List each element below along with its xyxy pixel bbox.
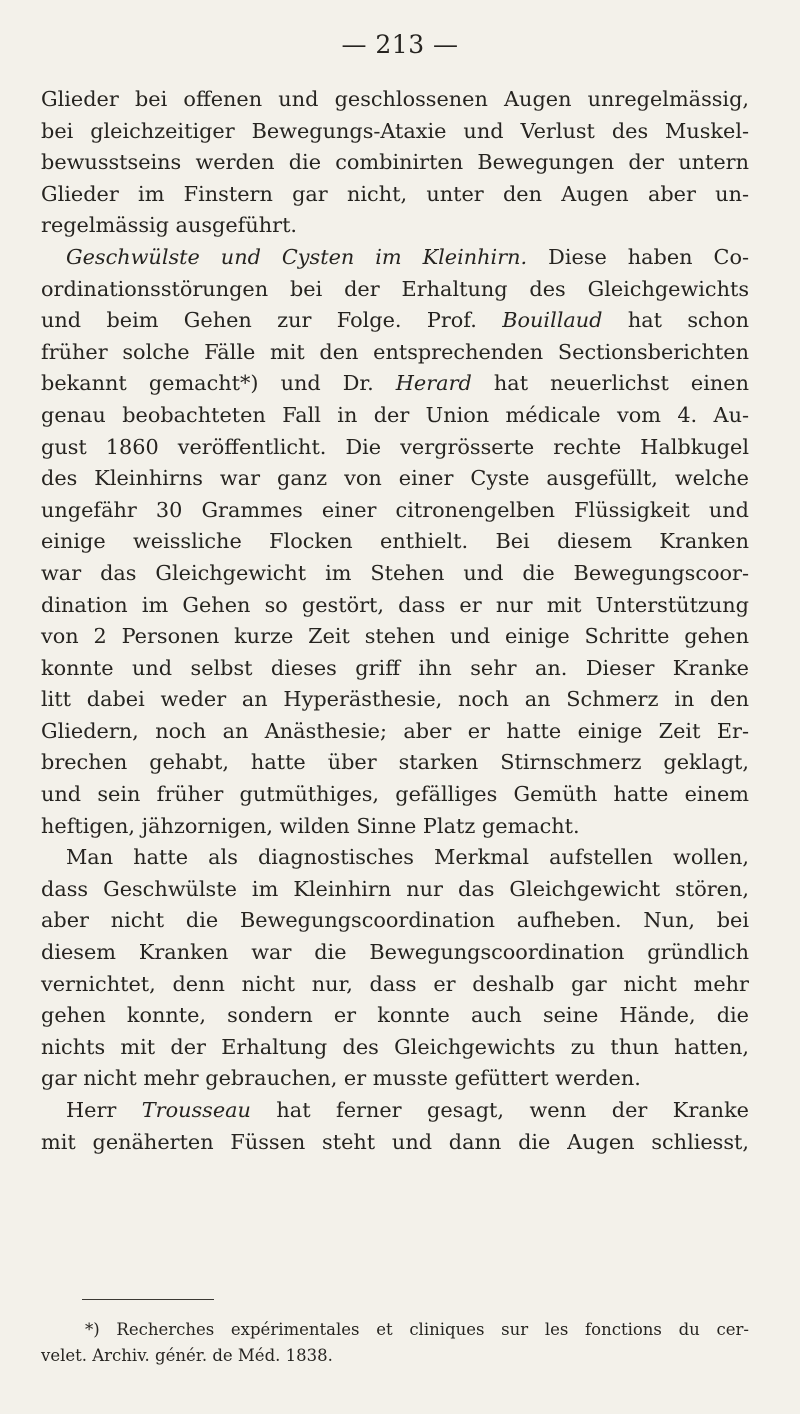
text-line: des Kleinhirns war ganz von einer Cyste ausgefüllt, welche [41, 466, 749, 491]
text-line: Gliedern, noch an Anästhesie; aber er hatte einige Zeit Er- [41, 718, 749, 743]
text-run: hat schon [602, 308, 749, 333]
text-line: und sein früher gutmüthiges, gefälliges Gemüth hatte einem [41, 782, 749, 807]
text-run: hat neuerlichst einen [471, 371, 749, 396]
text-line: dination im Gehen so gestört, dass er nur mit Unterstützung [41, 592, 749, 617]
text-line: nichts mit der Erhaltung des Gleichgewichts zu thun hatten, [41, 1034, 749, 1059]
text-line: ordinationsstörungen bei der Erhaltung des Gleichgewichts [41, 276, 749, 301]
text-run: Herr [66, 1098, 142, 1122]
text-line: genau beobachteten Fall in der Union médicale vom 4. Au- [41, 402, 749, 427]
text-line [41, 368, 749, 400]
italic-name: Herard [395, 371, 472, 396]
text-line: heftigen, jähzornigen, wilden Sinne Platz gemacht. [41, 813, 580, 838]
text-line: bei gleichzeitiger Bewegungs-Ataxie und Verlust des Muskel- [41, 118, 749, 143]
footnote-line: velet. Archiv. génér. de Méd. 1838. [41, 1346, 333, 1365]
text-line: dass Geschwülste im Kleinhirn nur das Gleichgewicht stören, [41, 876, 749, 901]
text-line: vernichtet, denn nicht nur, dass er deshalb gar nicht mehr [41, 971, 749, 996]
text-run: und beim Gehen zur Folge. Prof. [41, 308, 503, 333]
body-text [41, 84, 749, 1158]
text-line [41, 305, 749, 337]
text-line: diesem Kranken war die Bewegungscoordination gründlich [41, 940, 749, 965]
text-line [41, 242, 749, 274]
text-line: einige weissliche Flocken enthielt. Bei diesem Kranken [41, 529, 749, 554]
text-line: war das Gleichgewicht im Stehen und die Bewegungscoor- [41, 560, 749, 585]
italic-name: Bouillaud [502, 308, 603, 333]
text-line: litt dabei weder an Hyperästhesie, noch an Schmerz in den [41, 687, 749, 712]
footnote-divider [82, 1299, 214, 1300]
footnote [41, 1317, 749, 1369]
text-line: früher solche Fälle mit den entsprechenden Sectionsberichten [41, 339, 749, 364]
text-run: hat ferner gesagt, wenn der Kranke [250, 1098, 749, 1122]
text-line: mit genäherten Füssen steht und dann die Augen schliesst, [41, 1129, 749, 1154]
text-line: aber nicht die Bewegungscoordination aufheben. Nun, bei [41, 908, 749, 933]
italic-name: Trousseau [141, 1098, 251, 1122]
text-line: brechen gehabt, hatte über starken Stirnschmerz geklagt, [41, 750, 749, 775]
text-line: gust 1860 veröffentlicht. Die vergrösserte rechte Halbkugel [41, 434, 749, 459]
text-line: regelmässig ausgeführt. [41, 213, 298, 238]
text-line: Man hatte als diagnostisches Merkmal aufstellen wollen, [66, 845, 749, 870]
footnote-line: *) Recherches expérimentales et cliniques sur les fonctions du cer- [85, 1320, 749, 1339]
text-run: bekannt gemacht*) und Dr. [41, 371, 396, 396]
text-line: von 2 Personen kurze Zeit stehen und einige Schritte gehen [41, 624, 749, 649]
text-line: gehen konnte, sondern er konnte auch seine Hände, die [41, 1003, 749, 1028]
text-line: Glieder bei offenen und geschlossenen Augen unregelmässig, [41, 87, 749, 111]
italic-name: Geschwülste und Cysten im Kleinhirn. [66, 244, 528, 269]
text-line: ungefähr 30 Grammes einer citronengelben Flüssigkeit und [41, 497, 749, 522]
text-line: bewusstseins werden die combinirten Bewegungen der untern [41, 150, 749, 175]
text-line [41, 1095, 749, 1127]
page-number: — 213 — [341, 30, 459, 59]
text-line: konnte und selbst dieses griff ihn sehr an. Dieser Kranke [41, 655, 749, 680]
text-line: gar nicht mehr gebrauchen, er musste gefüttert werden. [41, 1066, 641, 1091]
text-line: Glieder im Finstern gar nicht, unter den Augen aber un- [41, 181, 749, 206]
text-run: Diese haben Co- [527, 244, 749, 269]
